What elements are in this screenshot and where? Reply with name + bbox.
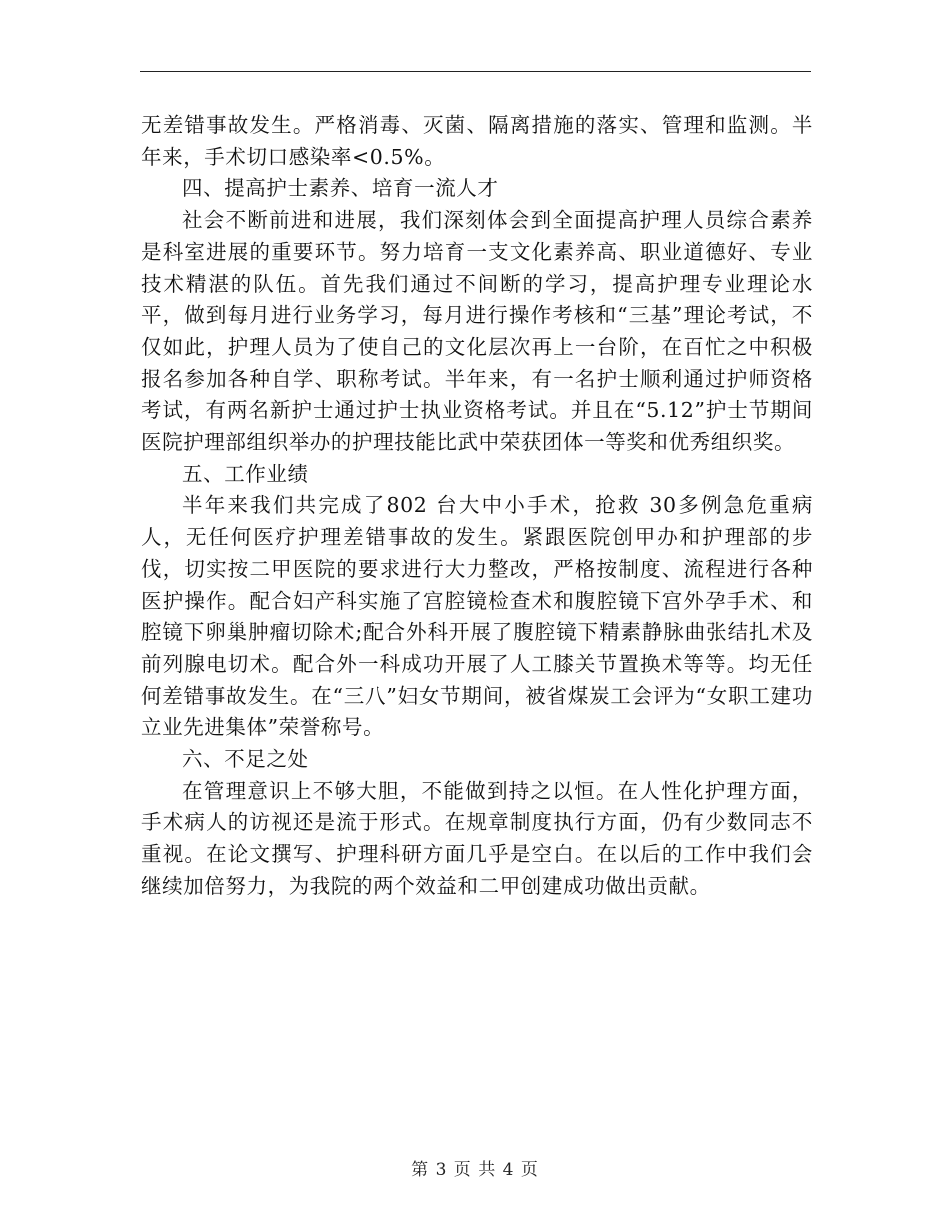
document-body — [141, 110, 813, 903]
page-number-footer: 第 3 页 共 4 页 — [411, 1160, 539, 1180]
section-heading-6: 六、不足之处 — [182, 747, 309, 772]
section-heading-5: 五、工作业绩 — [182, 461, 309, 486]
paragraph-shortcomings: 在管理意识上不够大胆，不能做到持之以恒。在人性化护理方面，手术病人的访视还是流于形式。在规章制度执行方面，仍有少数同志不重视。在论文撰写、护理科研方面几乎是空白。在以后的工作中我们会继续加倍努力，为我院的两个效益和二甲创建成功做出贡献。 — [141, 778, 813, 898]
section-heading-4: 四、提高护士素养、培育一流人才 — [182, 176, 499, 201]
header-rule — [140, 71, 811, 72]
paragraph-continued: 无差错事故发生。严格消毒、灭菌、隔离措施的落实、管理和监测。半年来，手术切口感染率<0.5%。 — [141, 113, 813, 169]
paragraph-training: 社会不断前进和进展，我们深刻体会到全面提高护理人员综合素养是科室进展的重要环节。努力培育一支文化素养高、职业道德好、专业技术精湛的队伍。首先我们通过不间断的学习，提高护理专业理论水平，做到每月进行业务学习，每月进行操作考核和“三基”理论考试，不仅如此，护理人员为了使自己的文化层次再上一台阶，在百忙之中积极报名参加各种自学、职称考试。半年来，有一名护士顺利通过护师资格考试，有两名新护士通过护士执业资格考试。并且在“5.12”护士节期间医院护理部组织举办的护理技能比武中荣获团体一等奖和优秀组织奖。 — [141, 208, 813, 455]
paragraph-achievements: 半年来我们共完成了802 台大中小手术，抢救 30多例急危重病人，无任何医疗护理差错事故的发生。紧跟医院创甲办和护理部的步伐，切实按二甲医院的要求进行大力整改，严格按制度、流程进行各种医护操作。配合妇产科实施了宫腔镜检查术和腹腔镜下宫外孕手术、和腔镜下卵巢肿瘤切除术;配合外科开展了腹腔镜下精素静脉曲张结扎术及前列腺电切术。配合外一科成功开展了人工膝关节置换术等等。均无任何差错事故发生。在“三八”妇女节期间，被省煤炭工会评为“女职工建功立业先进集体”荣誉称号。 — [141, 493, 813, 740]
